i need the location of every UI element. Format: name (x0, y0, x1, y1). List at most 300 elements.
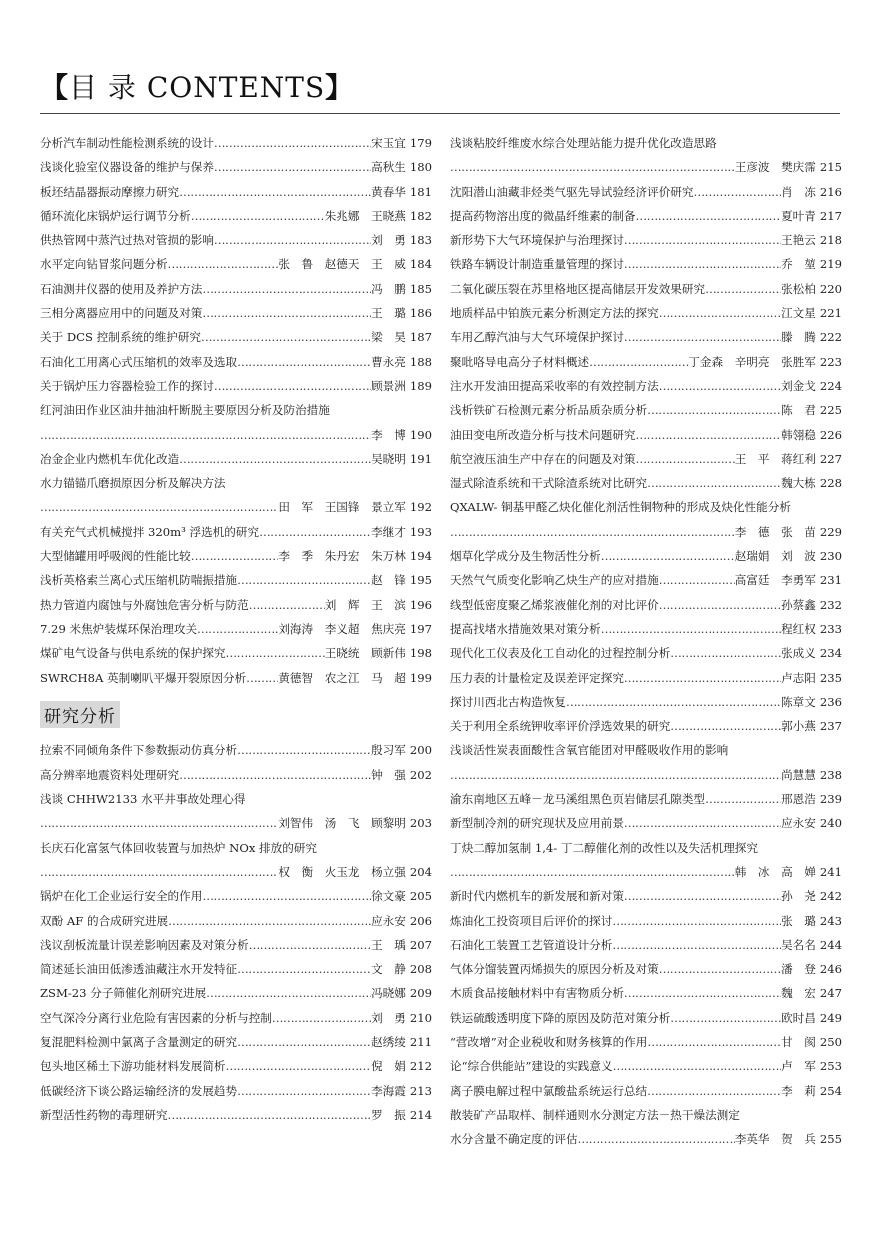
entry-title: 双酚 AF 的合成研究进展 (40, 913, 169, 928)
dot-leader (670, 1006, 781, 1030)
header-label: 目 录 CONTENTS (69, 71, 326, 104)
toc-entry[interactable] (40, 836, 432, 860)
entry-page-number: 212 (409, 1059, 432, 1074)
dot-leader (693, 180, 781, 204)
toc-entry[interactable] (450, 1103, 842, 1127)
dot-leader (624, 228, 781, 252)
entry-authors: 应永安 (781, 816, 816, 831)
entry-page-number: 211 (409, 1034, 432, 1049)
toc-entry[interactable] (450, 520, 842, 544)
toc-entry[interactable] (450, 884, 842, 908)
entry-page-number: 206 (409, 913, 432, 928)
entry-page-number: 215 (819, 160, 842, 175)
toc-entry[interactable] (450, 1127, 842, 1151)
toc-entry[interactable] (450, 1054, 842, 1078)
dot-leader (659, 301, 781, 325)
toc-entry[interactable] (450, 495, 842, 519)
entry-title: 浅谈化验室仪器设备的维护与保养 (40, 160, 214, 175)
entry-title: 注水开发油田提高采收率的有效控制方法 (450, 378, 659, 393)
entry-authors: 欧时昌 (781, 1010, 816, 1025)
toc-entry[interactable] (40, 544, 432, 568)
section-heading-wrap (40, 690, 432, 739)
entry-title: 压力表的计量检定及误差评定探究 (450, 670, 624, 685)
entry-page-number: 179 (409, 136, 432, 150)
entry-page-number: 198 (409, 646, 432, 661)
entry-page-number: 228 (819, 476, 842, 491)
dot-leader (214, 131, 371, 155)
dot-leader (636, 204, 782, 228)
entry-title: 铁运硫酸透明度下降的原因及防范对策分析 (450, 1010, 671, 1025)
toc-entry[interactable] (40, 495, 432, 519)
entry-authors: 曹永亮 (371, 354, 406, 369)
entry-authors: 刘智伟 汤 飞 顾黎明 (278, 816, 406, 831)
toc-entry[interactable] (450, 1030, 842, 1054)
entry-page-number: 234 (819, 646, 842, 661)
dot-leader (191, 204, 325, 228)
entry-title: 分析汽车制动性能检测系统的设计 (40, 136, 214, 150)
entry-authors: 冯晓娜 (371, 986, 406, 1001)
entry-page-number: 183 (409, 233, 432, 248)
entry-page-number: 216 (819, 184, 842, 199)
toc-entry[interactable] (40, 641, 432, 665)
entry-page-number: 240 (819, 816, 842, 831)
entry-title: 拉索不同倾角条件下参数振动仿真分析 (40, 743, 238, 758)
entry-page-number: 200 (409, 743, 432, 758)
header-divider (40, 113, 840, 114)
entry-authors: 夏叶青 (781, 208, 816, 223)
toc-entry[interactable] (40, 204, 432, 228)
toc-entry[interactable] (450, 471, 842, 495)
dot-leader (450, 860, 735, 884)
entry-title: 新型制冷剂的研究现状及应用前景 (450, 816, 624, 831)
entry-title: 线型低密度聚乙烯浆液催化剂的对比评价 (450, 597, 659, 612)
entry-title: 循环流化床锅炉运行调节分析 (40, 208, 191, 223)
entry-page-number: 204 (409, 864, 432, 879)
entry-title: 车用乙醇汽油与大气环境保护探讨 (450, 330, 624, 345)
entry-page-number: 182 (409, 208, 432, 223)
entry-authors: 王 璐 (371, 306, 406, 321)
entry-page-number: 224 (819, 378, 842, 393)
entry-page-number: 191 (409, 451, 432, 466)
dot-leader (612, 933, 781, 957)
entry-page-number: 238 (819, 767, 842, 782)
entry-page-number: 193 (409, 524, 432, 539)
entry-authors: 高秋生 (371, 160, 406, 175)
entry-title: 冶金企业内燃机车优化改造 (40, 451, 180, 466)
toc-entry[interactable] (450, 738, 842, 762)
entry-authors: 张成义 (781, 646, 816, 661)
dot-leader (566, 690, 781, 714)
toc-entry[interactable] (450, 252, 842, 276)
toc-entry[interactable] (40, 1054, 432, 1078)
entry-title: 航空液压油生产中存在的问题及对策 (450, 451, 636, 466)
entry-page-number: 190 (409, 427, 432, 442)
dot-leader (578, 1127, 735, 1151)
toc-list-right (450, 131, 842, 1151)
entry-authors: 王晓统 顾新伟 (324, 646, 406, 661)
entry-title: 现代化工仪表及化工自动化的过程控制分析 (450, 646, 671, 661)
toc-entry[interactable] (450, 617, 842, 641)
entry-title: 论“综合供能站”建设的实践意义 (450, 1059, 613, 1074)
entry-authors: 邢恩浩 (781, 792, 816, 807)
entry-page-number: 184 (409, 257, 432, 272)
toc-entry[interactable] (450, 641, 842, 665)
entry-page-number: 180 (409, 160, 432, 175)
entry-title: 低碳经济下谈公路运输经济的发展趋势 (40, 1083, 238, 1098)
toc-entry[interactable] (450, 763, 842, 787)
dot-leader (647, 471, 781, 495)
entry-page-number: 231 (819, 573, 842, 588)
entry-title: 大型储罐用呼吸阀的性能比较 (40, 549, 191, 564)
toc-entry[interactable] (40, 252, 432, 276)
toc-entry[interactable] (450, 860, 842, 884)
toc-entry[interactable] (450, 568, 842, 592)
entry-title: 水力锚锚爪磨损原因分析及解决方法 (40, 476, 226, 491)
entry-authors: 刘金戈 (781, 378, 816, 393)
entry-authors: 陈 君 (781, 403, 816, 418)
entry-authors: 滕 腾 (781, 330, 816, 345)
entry-authors: 陈章文 (781, 694, 816, 709)
dot-leader (206, 981, 371, 1005)
toc-entry[interactable] (450, 301, 842, 325)
entry-page-number: 242 (819, 889, 842, 904)
dot-leader (624, 666, 781, 690)
dot-leader (624, 325, 781, 349)
toc-entry[interactable] (450, 593, 842, 617)
entry-title: “营改增”对企业税收和财务核算的作用 (450, 1034, 648, 1049)
dot-leader (659, 593, 781, 617)
toc-header (40, 66, 354, 106)
entry-title: 浅析铁矿石检测元素分析品质杂质分析 (450, 403, 648, 418)
toc-entry[interactable] (450, 836, 842, 860)
toc-entry[interactable] (40, 1006, 432, 1030)
dot-leader (214, 228, 371, 252)
entry-title: 长庆石化富氢气体回收装置与加热炉 NOx 排放的研究 (40, 840, 318, 855)
dot-leader (202, 884, 371, 908)
toc-entry[interactable] (450, 155, 842, 179)
toc-entry[interactable] (40, 666, 432, 690)
toc-entry[interactable] (40, 447, 432, 471)
entry-title: 地质样品中铂族元素分析测定方法的探究 (450, 306, 659, 321)
entry-page-number: 210 (409, 1010, 432, 1025)
entry-authors: 程红权 (781, 621, 816, 636)
entry-page-number: 195 (409, 573, 432, 588)
entry-authors: 王艳云 (781, 233, 816, 248)
entry-authors: 权 衡 火玉龙 杨立强 (278, 864, 406, 879)
dot-leader (705, 787, 781, 811)
toc-entry[interactable] (40, 277, 432, 301)
toc-entry[interactable] (450, 350, 842, 374)
entry-page-number: 181 (409, 184, 432, 199)
entry-title: 石油化工装置工艺管道设计分析 (450, 937, 613, 952)
entry-title: 浅谈活性炭表面酸性含氧官能团对甲醛吸收作用的影响 (450, 743, 729, 758)
entry-title: 水分含量不确定度的评估 (450, 1132, 578, 1147)
entry-title: 关于 DCS 控制系统的维护研究 (40, 330, 202, 345)
toc-entry[interactable] (450, 957, 842, 981)
toc-entry[interactable] (450, 981, 842, 1005)
dot-leader (168, 1103, 372, 1127)
entry-authors: 江文星 (781, 306, 816, 321)
entry-page-number: 197 (409, 621, 432, 636)
toc-entry[interactable] (450, 180, 842, 204)
entry-authors: 殷习军 (371, 743, 406, 758)
entry-authors: 孙蔡鑫 (781, 597, 816, 612)
entry-authors: 倪 娟 (371, 1059, 406, 1074)
entry-authors: 李继才 (371, 524, 406, 539)
dot-leader (226, 641, 325, 665)
entry-page-number: 243 (819, 913, 842, 928)
entry-page-number: 213 (409, 1083, 432, 1098)
entry-title: 供热管网中蒸汽过热对管损的影响 (40, 233, 214, 248)
toc-entry[interactable] (40, 568, 432, 592)
toc-entry[interactable] (450, 447, 842, 471)
toc-entry[interactable] (450, 933, 842, 957)
entry-title: 包头地区稀土下游功能材料发展简析 (40, 1059, 226, 1074)
toc-entry[interactable] (40, 374, 432, 398)
dot-leader (249, 933, 371, 957)
entry-title: 新形势下大气环境保护与治理探讨 (450, 233, 624, 248)
toc-entry[interactable] (40, 228, 432, 252)
dot-leader (179, 763, 371, 787)
entry-authors: 乔 堃 (781, 257, 816, 272)
entry-page-number: 187 (409, 330, 432, 345)
entry-authors: 吴晓明 (371, 451, 406, 466)
toc-entry[interactable] (40, 617, 432, 641)
toc-entry[interactable] (450, 787, 842, 811)
toc-entry[interactable] (450, 277, 842, 301)
toc-entry[interactable] (40, 471, 432, 495)
entry-title: 探讨川西北古构造恢复 (450, 694, 566, 709)
entry-page-number: 235 (819, 670, 842, 685)
entry-page-number: 199 (409, 670, 432, 685)
dot-leader (40, 495, 278, 519)
entry-title: 新时代内燃机车的新发展和新对策 (450, 889, 624, 904)
entry-page-number: 254 (819, 1083, 842, 1098)
toc-entry[interactable] (450, 325, 842, 349)
entry-title: 简述延长油田低渗透油藏注水开发特征 (40, 962, 238, 977)
entry-authors: 刘 勇 (371, 1010, 406, 1025)
dot-leader (237, 1079, 371, 1103)
entry-page-number: 207 (409, 937, 432, 952)
entry-title: 丁炔二醇加氢制 1,4- 丁二醇催化剂的改性以及失活机理探究 (450, 840, 758, 855)
entry-authors: 李 季 朱丹宏 朱万林 (278, 549, 406, 564)
dot-leader (636, 447, 735, 471)
toc-entry[interactable] (40, 1079, 432, 1103)
entry-title: 7.29 米焦炉装煤环保治理攻关 (40, 621, 198, 636)
dot-leader (259, 520, 371, 544)
toc-entry[interactable] (40, 909, 432, 933)
entry-page-number: 255 (819, 1132, 842, 1147)
toc-column-left (40, 131, 432, 1127)
dot-leader (450, 520, 735, 544)
entry-title: 锅炉在化工企业运行安全的作用 (40, 889, 203, 904)
toc-entry[interactable] (450, 374, 842, 398)
entry-page-number: 233 (819, 621, 842, 636)
dot-leader (237, 350, 371, 374)
entry-authors: 郭小燕 (781, 719, 816, 734)
toc-entry[interactable] (40, 155, 432, 179)
toc-entry[interactable] (40, 860, 432, 884)
toc-entry[interactable] (40, 1103, 432, 1127)
entry-page-number: 250 (819, 1034, 842, 1049)
dot-leader (659, 957, 781, 981)
toc-entry[interactable] (450, 909, 842, 933)
toc-column-right (450, 131, 842, 1151)
entry-authors: 钟 强 (371, 767, 406, 782)
entry-title: 石油测井仪器的使用及养护方法 (40, 281, 203, 296)
toc-entry[interactable] (40, 520, 432, 544)
entry-page-number: 189 (409, 378, 432, 393)
entry-authors: 宋玉宜 (371, 136, 406, 150)
entry-authors: 徐文豪 (371, 889, 406, 904)
toc-entry[interactable] (450, 131, 842, 155)
toc-entry[interactable] (450, 811, 842, 835)
toc-entry[interactable] (450, 204, 842, 228)
toc-entry[interactable] (40, 787, 432, 811)
dot-leader (647, 1079, 781, 1103)
toc-entry[interactable] (40, 325, 432, 349)
entry-authors: 顾景洲 (371, 378, 406, 393)
entry-page-number: 241 (819, 864, 842, 879)
toc-entry[interactable] (40, 398, 432, 422)
toc-entry[interactable] (40, 811, 432, 835)
entry-title: 三相分离器应用中的问题及对策 (40, 306, 203, 321)
entry-authors: 张松柏 (781, 281, 816, 296)
entry-page-number: 186 (409, 306, 432, 321)
entry-authors: 卢 军 (781, 1059, 816, 1074)
toc-entry[interactable] (40, 884, 432, 908)
entry-authors: 冯 鹏 (371, 281, 406, 296)
dot-leader (226, 1054, 372, 1078)
toc-entry[interactable] (450, 1079, 842, 1103)
toc-entry[interactable] (40, 131, 432, 155)
entry-authors: 张 鲁 赵德天 王 威 (278, 257, 406, 272)
entry-title: 提高找堵水措施效果对策分析 (450, 621, 601, 636)
toc-entry[interactable] (40, 180, 432, 204)
dot-leader (201, 325, 371, 349)
toc-entry[interactable] (40, 763, 432, 787)
toc-entry[interactable] (40, 593, 432, 617)
entry-page-number: 188 (409, 354, 432, 369)
dot-leader (237, 1030, 371, 1054)
entry-title: 油田变电所改造分析与技术问题研究 (450, 427, 636, 442)
toc-entry[interactable] (40, 301, 432, 325)
entry-title: 烟草化学成分及生物活性分析 (450, 549, 601, 564)
entry-page-number: 230 (819, 549, 842, 564)
entry-title: 空气深冷分离行业危险有害因素的分析与控制 (40, 1010, 272, 1025)
entry-authors: 魏 宏 (781, 986, 816, 1001)
entry-authors: 丁金森 辛明亮 张胜军 (688, 354, 816, 369)
entry-authors: 李英华 贺 兵 (734, 1132, 816, 1147)
entry-authors: 吴名名 (781, 937, 816, 952)
entry-page-number: 196 (409, 597, 432, 612)
toc-entry[interactable] (40, 933, 432, 957)
entry-authors: 刘 勇 (371, 233, 406, 248)
entry-title: 高分辨率地震资料处理研究 (40, 767, 180, 782)
entry-authors: 田 军 王国锋 景立军 (278, 500, 406, 515)
dot-leader (191, 544, 279, 568)
dot-leader (636, 423, 782, 447)
entry-page-number: 253 (819, 1059, 842, 1074)
entry-title: 二氧化碳压裂在苏里格地区提高储层开发效果研究 (450, 281, 706, 296)
toc-entry[interactable] (450, 690, 842, 714)
dot-leader (670, 714, 781, 738)
dot-leader (202, 277, 371, 301)
entry-authors: 甘 阂 (781, 1034, 816, 1049)
entry-authors: 王彦波 樊庆霈 (734, 160, 816, 175)
dot-leader (237, 957, 371, 981)
toc-entry[interactable] (450, 714, 842, 738)
entry-title: 石油化工用离心式压缩机的效率及选取 (40, 354, 238, 369)
entry-authors: 韩 冰 高 婵 (734, 864, 816, 879)
entry-authors: 卢志阳 (781, 670, 816, 685)
entry-page-number: 202 (409, 767, 432, 782)
dot-leader (705, 277, 781, 301)
entry-title: 散装矿产品取样、制样通则水分测定方法－热干燥法测定 (450, 1107, 740, 1122)
dot-leader (168, 252, 279, 276)
toc-entry[interactable] (40, 350, 432, 374)
entry-authors: 文 静 (371, 962, 406, 977)
toc-entry[interactable] (40, 738, 432, 762)
entry-page-number: 249 (819, 1010, 842, 1025)
entry-page-number: 218 (819, 233, 842, 248)
header-close-bracket: 】 (325, 71, 355, 104)
dot-leader (601, 544, 735, 568)
toc-entry[interactable] (450, 423, 842, 447)
entry-title: 关于锅炉压力容器检验工作的探讨 (40, 378, 214, 393)
entry-page-number: 185 (409, 281, 432, 296)
toc-entry[interactable] (450, 666, 842, 690)
dot-leader (246, 666, 278, 690)
entry-title: 关于利用全系统钾收率评价浮选效果的研究 (450, 719, 671, 734)
toc-entry[interactable] (450, 544, 842, 568)
entry-title: 气体分馏装置丙烯损失的原因分析及对策 (450, 962, 659, 977)
entry-authors: 孙 尧 (781, 889, 816, 904)
toc-list-left-bottom (40, 738, 432, 1127)
toc-entry[interactable] (450, 1006, 842, 1030)
entry-authors: 黄德智 农之江 马 超 (278, 670, 406, 685)
dot-leader (612, 909, 781, 933)
entry-page-number: 208 (409, 962, 432, 977)
toc-entry[interactable] (40, 981, 432, 1005)
dot-leader (237, 568, 371, 592)
dot-leader (659, 568, 735, 592)
dot-leader (624, 884, 781, 908)
entry-authors: 韩翎稳 (781, 427, 816, 442)
toc-entry[interactable] (40, 423, 432, 447)
entry-authors: 刘 辉 王 滨 (324, 597, 406, 612)
toc-entry[interactable] (450, 398, 842, 422)
entry-authors: 肖 冻 (781, 184, 816, 199)
toc-entry[interactable] (40, 1030, 432, 1054)
entry-page-number: 244 (819, 937, 842, 952)
entry-title: ZSM-23 分子筛催化剂研究进展 (40, 986, 207, 1001)
dot-leader (589, 350, 688, 374)
dot-leader (237, 738, 371, 762)
entry-page-number: 214 (409, 1107, 432, 1122)
dot-leader (179, 447, 371, 471)
entry-title: 木质食品接触材料中有害物质分析 (450, 986, 624, 1001)
entry-title: 复混肥料检测中氯离子含量测定的研究 (40, 1034, 238, 1049)
entry-title: 热力管道内腐蚀与外腐蚀危害分析与防范 (40, 597, 249, 612)
entry-page-number: 221 (819, 306, 842, 321)
toc-entry[interactable] (450, 228, 842, 252)
dot-leader (40, 811, 278, 835)
dot-leader (214, 155, 371, 179)
toc-entry[interactable] (40, 957, 432, 981)
dot-leader (450, 155, 735, 179)
entry-page-number: 227 (819, 451, 842, 466)
